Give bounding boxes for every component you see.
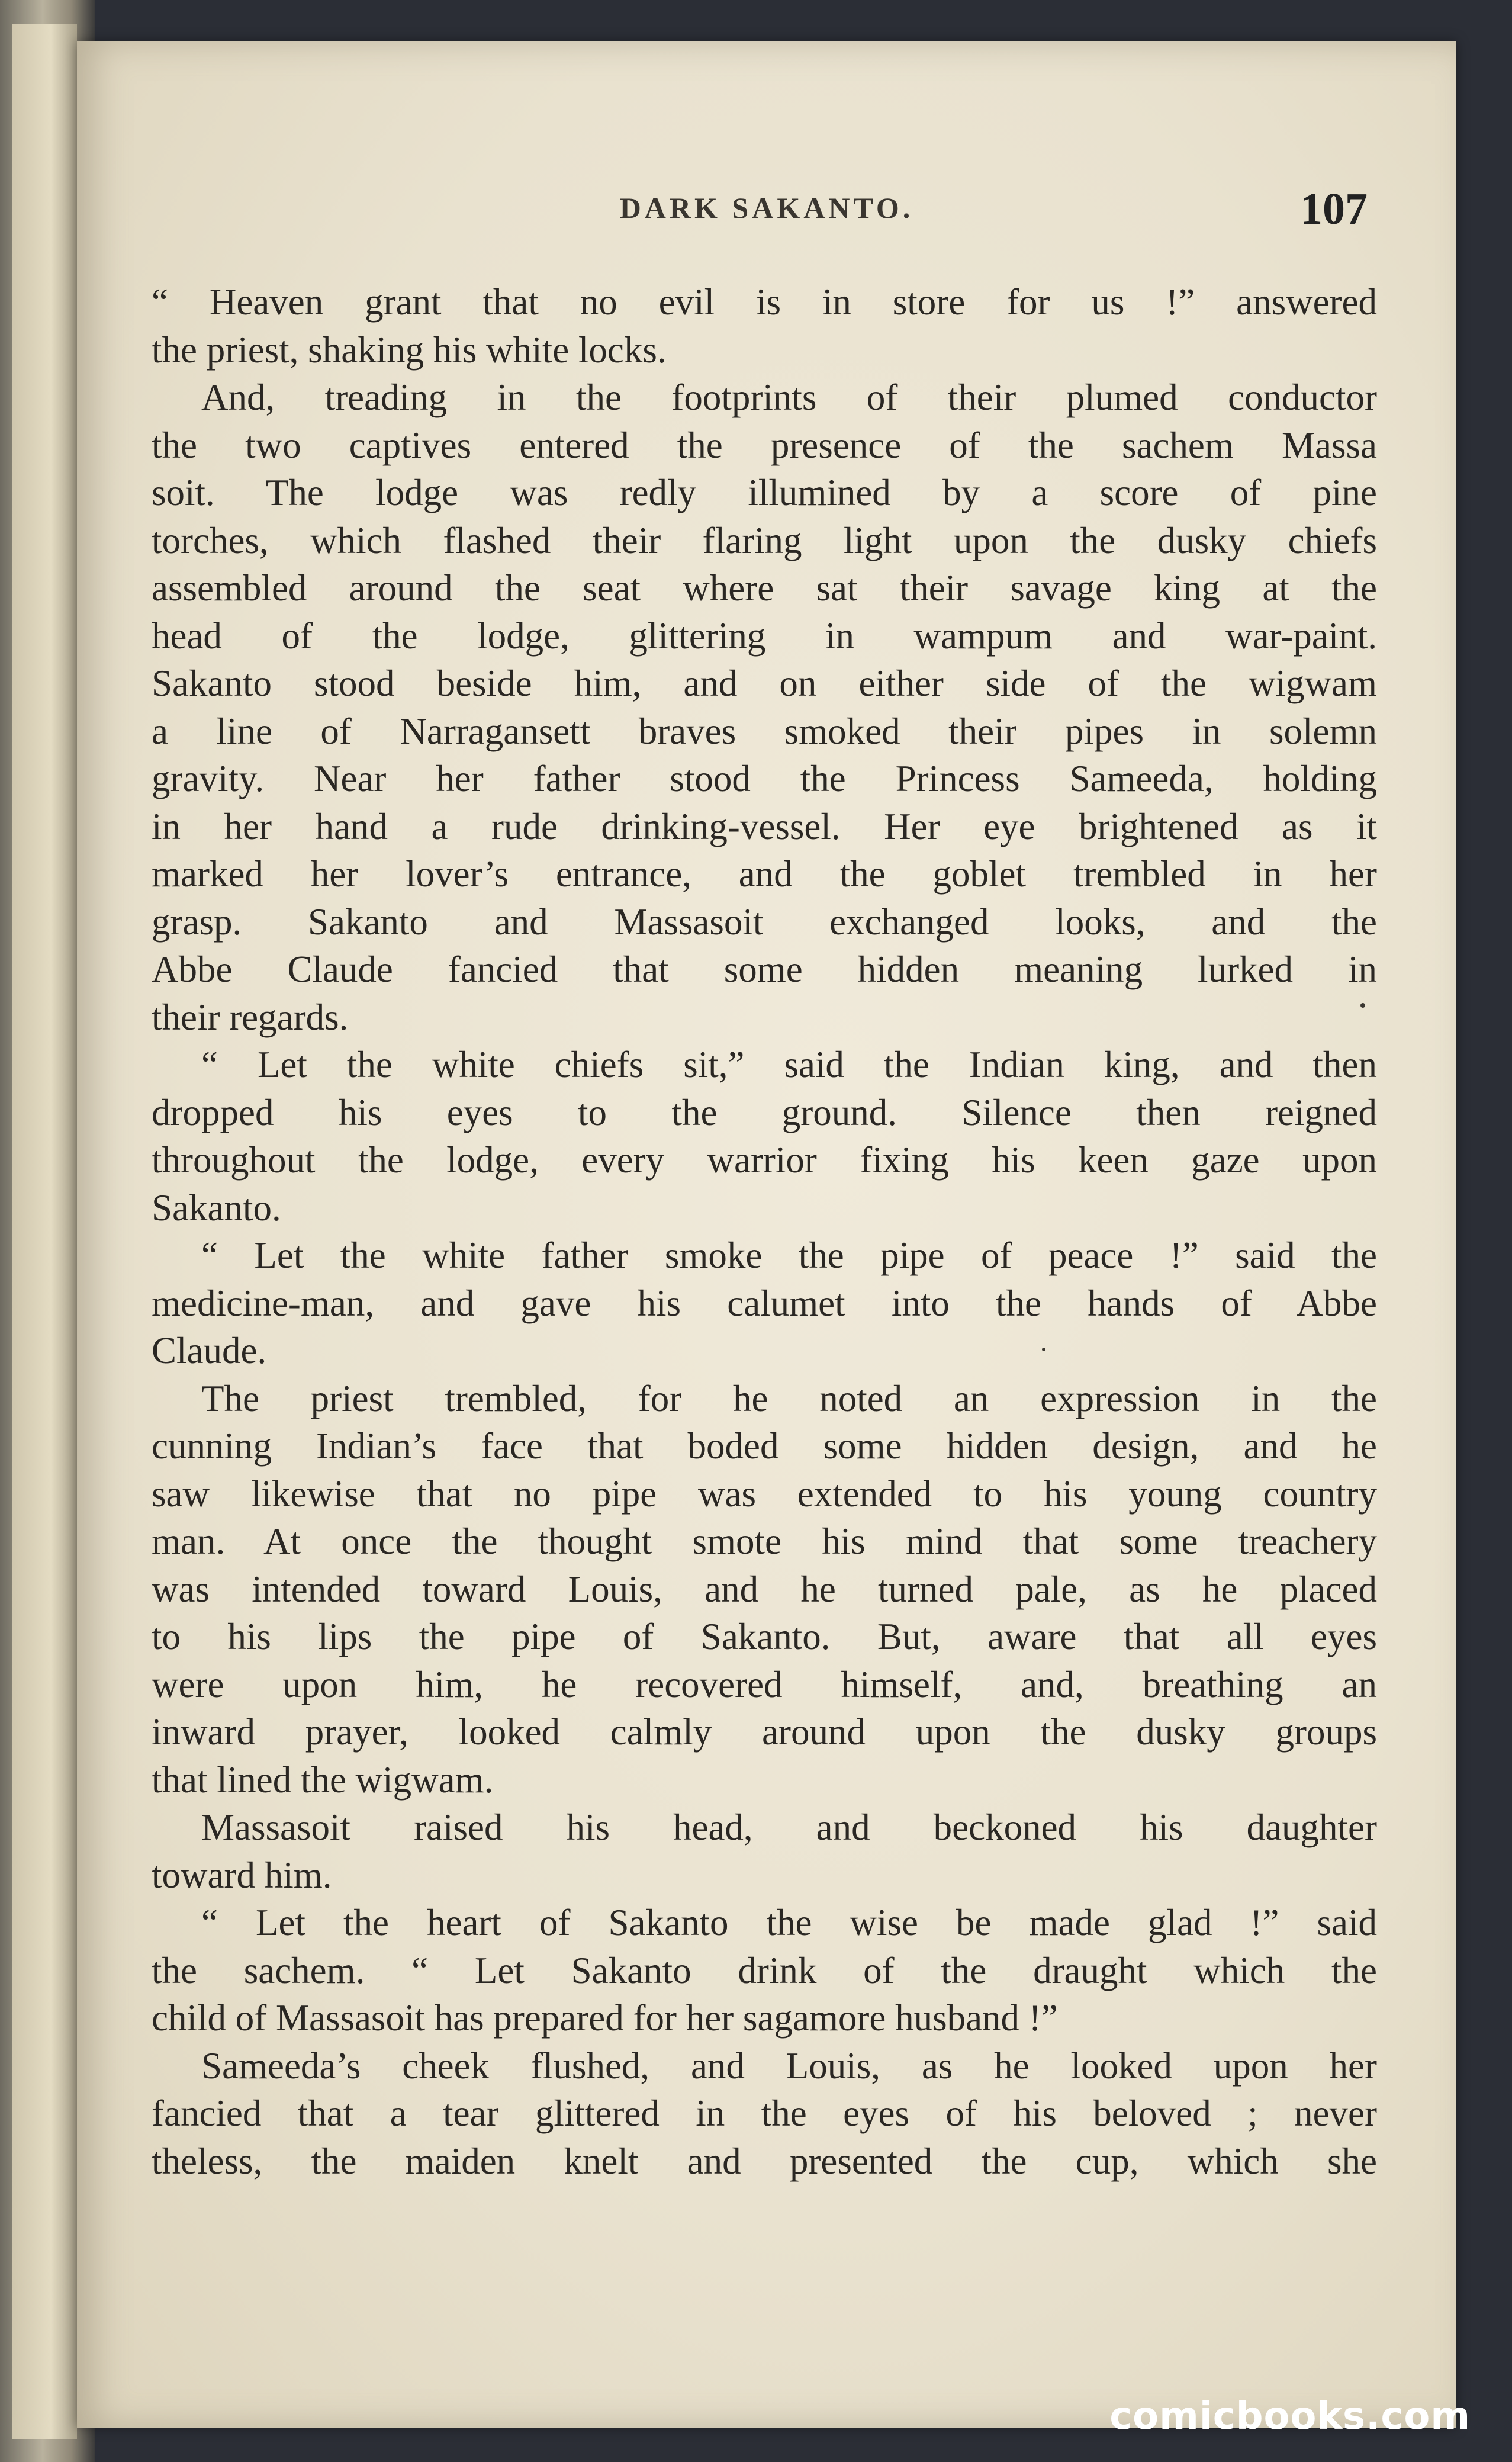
text-line: assembled around the seat where sat their savage king at the — [152, 567, 1377, 609]
body-text — [152, 278, 1377, 2185]
text-line: gravity. Near her father stood the Princess Sameeda, holding — [152, 758, 1377, 799]
text-line: dropped his eyes to the ground. Silence then reigned — [152, 1091, 1377, 1133]
running-head-title: DARK SAKANTO. — [619, 191, 914, 224]
text-line: fancied that a tear glittered in the eyes of his beloved ; never — [152, 2093, 1377, 2134]
text-line: theless, the maiden knelt and presented the cup, which she — [152, 2140, 1377, 2182]
text-line: head of the lodge, glittering in wampum and war-paint. — [152, 615, 1377, 657]
text-line: their regards. — [152, 996, 349, 1038]
text-line: was intended toward Louis, and he turned pale, as he placed — [152, 1568, 1377, 1610]
text-line: child of Massasoit has prepared for her sagamore husband !” — [152, 1997, 1058, 2039]
text-line: that lined the wigwam. — [152, 1759, 494, 1801]
text-line: grasp. Sakanto and Massasoit exchanged looks, and the — [152, 901, 1377, 943]
text-line: The priest trembled, for he noted an expression in the — [201, 1377, 1377, 1419]
page-number: 107 — [1300, 184, 1368, 234]
text-line: medicine-man, and gave his calumet into the hands of Abbe — [152, 1282, 1377, 1324]
text-line: “ Let the white chiefs sit,” said the Indian king, and then — [201, 1044, 1377, 1085]
text-line: And, treading in the footprints of their plumed conductor — [201, 377, 1377, 418]
text-line: the priest, shaking his white locks. — [152, 329, 667, 371]
text-line: “ Heaven grant that no evil is in store for us !” answered — [152, 281, 1377, 323]
text-line: in her hand a rude drinking-vessel. Her eye brightened as it — [152, 805, 1377, 847]
text-line: Sameeda’s cheek flushed, and Louis, as he looked upon her — [201, 2045, 1377, 2087]
text-line: marked her lover’s entrance, and the goblet trembled in her — [152, 853, 1377, 895]
watermark: comicbooks.com — [1109, 2394, 1471, 2438]
text-line: Sakanto. — [152, 1187, 281, 1229]
text-line: throughout the lodge, every warrior fixing his keen gaze upon — [152, 1139, 1377, 1181]
book-page — [77, 41, 1456, 2428]
text-line: saw likewise that no pipe was extended to his young country — [152, 1473, 1377, 1515]
text-line: man. At once the thought smote his mind that some treachery — [152, 1521, 1377, 1562]
text-line: “ Let the heart of Sakanto the wise be made glad !” said — [201, 1902, 1377, 1943]
text-line: the two captives entered the presence of the sachem Massa — [152, 424, 1377, 466]
text-line: the sachem. “ Let Sakanto drink of the draught which the — [152, 1949, 1377, 1991]
text-line: to his lips the pipe of Sakanto. But, aware that all eyes — [152, 1616, 1377, 1657]
text-line: Massasoit raised his head, and beckoned his daughter — [201, 1807, 1377, 1848]
running-head — [77, 184, 1456, 256]
text-line: Sakanto stood beside him, and on either side of the wigwam — [152, 663, 1377, 704]
text-line: a line of Narragansett braves smoked their pipes in solemn — [152, 710, 1377, 752]
previous-page-edge — [12, 24, 77, 2439]
text-line: “ Let the white father smoke the pipe of peace !” said the — [201, 1235, 1377, 1276]
text-line: torches, which flashed their flaring light upon the dusky chiefs — [152, 519, 1377, 561]
text-line: inward prayer, looked calmly around upon the dusky groups — [152, 1711, 1377, 1753]
ink-speck — [1360, 1003, 1365, 1008]
text-line: cunning Indian’s face that boded some hidden design, and he — [152, 1425, 1377, 1467]
text-line: Abbe Claude fancied that some hidden meaning lurked in — [152, 949, 1377, 990]
text-line: were upon him, he recovered himself, and, breathing an — [152, 1663, 1377, 1705]
text-line: Claude. — [152, 1330, 267, 1371]
text-line: toward him. — [152, 1854, 332, 1896]
text-line: soit. The lodge was redly illumined by a score of pine — [152, 472, 1377, 513]
ink-speck — [1042, 1348, 1045, 1351]
